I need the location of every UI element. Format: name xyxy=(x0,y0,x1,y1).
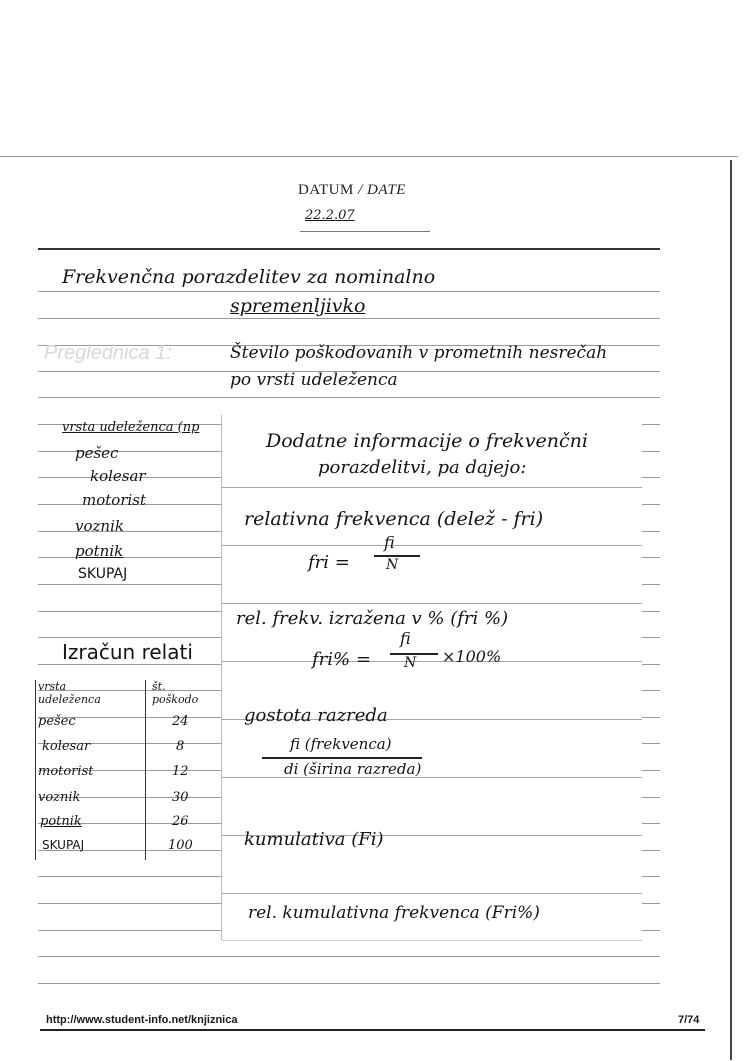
table-header-col2: št. xyxy=(152,680,166,693)
table-row-name: voznik xyxy=(38,790,81,805)
list-item: potnik xyxy=(75,542,124,560)
table-column-divider xyxy=(145,680,146,860)
ruled-line xyxy=(38,291,660,292)
footer-url: http://www.student-info.net/knjiznica xyxy=(46,1014,238,1026)
relative-percent-denominator: N xyxy=(404,655,417,671)
date-header xyxy=(298,182,406,199)
table-row-name: SKUPAJ xyxy=(42,838,85,852)
relative-frequency-label: relativna frekvenca (delež - fri) xyxy=(244,508,544,530)
ruled-line xyxy=(38,397,660,398)
overlay-heading-line2: porazdelitvi, pa dajejo: xyxy=(318,457,527,478)
density-denominator: di (širina razreda) xyxy=(284,760,422,778)
page-number: 7/74 xyxy=(678,1014,700,1026)
table-row-value: 24 xyxy=(172,714,189,729)
date-value: 22.2.07 xyxy=(305,208,355,223)
table-row-name: motorist xyxy=(38,764,94,779)
pasted-note-sheet xyxy=(222,415,642,940)
list-header: vrsta udeleženca (np xyxy=(62,420,200,435)
page-right-edge xyxy=(730,160,732,1060)
table-row-value: 8 xyxy=(176,739,185,754)
list-item: motorist xyxy=(82,491,147,509)
table-header-col1: udeleženca xyxy=(38,693,101,706)
table-row-name: potnik xyxy=(40,814,82,829)
ruled-line xyxy=(222,487,642,488)
preglednica-label: Preglednica 1: xyxy=(44,342,172,364)
relative-percent-lhs: fri% = xyxy=(312,649,371,670)
ruled-line xyxy=(38,956,660,957)
ruled-line xyxy=(222,893,642,894)
list-item: voznik xyxy=(75,517,124,535)
ruled-line xyxy=(222,545,642,546)
relative-percent-numerator: fi xyxy=(400,629,411,648)
table-header-col2: poškodo xyxy=(152,693,199,706)
relative-frequency-numerator: fi xyxy=(384,533,395,552)
table-row-value: 100 xyxy=(168,838,193,853)
table-row-value: 30 xyxy=(172,790,189,805)
page-top-edge xyxy=(0,156,738,157)
title-line1: Frekvenčna porazdelitev za nominalno xyxy=(62,266,436,288)
fraction-bar xyxy=(262,757,422,759)
relative-percent-multiplier: ×100% xyxy=(442,647,502,666)
list-item: SKUPAJ xyxy=(78,566,128,582)
preglednica-caption-line2: po vrsti udeleženca xyxy=(230,370,398,390)
cumulative-label: kumulativa (Fi) xyxy=(244,829,384,850)
table-row-name: pešec xyxy=(38,714,76,729)
density-numerator: fi (frekvenca) xyxy=(290,735,392,753)
date-slash: / xyxy=(353,182,368,198)
relative-cumulative-label: rel. kumulativna frekvenca (Fri%) xyxy=(248,903,540,923)
table-header-col1: vrsta xyxy=(38,680,67,693)
table-row-value: 26 xyxy=(172,814,189,829)
title-line2: spremenljivko xyxy=(230,295,366,317)
ruled-line xyxy=(38,248,660,250)
overlay-heading-line1: Dodatne informacije o frekvenčni xyxy=(266,430,588,452)
date-underline xyxy=(300,231,430,232)
ruled-line xyxy=(38,318,660,319)
ruled-line xyxy=(38,983,660,984)
relative-frequency-denominator: N xyxy=(386,557,399,573)
table-left-border xyxy=(35,680,36,860)
table-row-value: 12 xyxy=(172,764,189,779)
table-row-name: kolesar xyxy=(42,739,91,754)
relative-percent-label: rel. frekv. izražena v % (fri %) xyxy=(236,608,509,629)
date-label: DATE xyxy=(367,182,406,198)
list-item: kolesar xyxy=(90,467,146,485)
izracun-label: Izračun relati xyxy=(62,640,193,664)
preglednica-caption-line1: Število poškodovanih v prometnih nesrečah xyxy=(230,343,608,363)
relative-frequency-lhs: fri = xyxy=(308,552,350,573)
list-item: pešec xyxy=(75,444,119,462)
ruled-line xyxy=(222,661,642,662)
ruled-line xyxy=(222,603,642,604)
footer-rule xyxy=(40,1029,705,1031)
density-label: gostota razreda xyxy=(244,705,388,726)
datum-label: DATUM xyxy=(298,182,354,198)
